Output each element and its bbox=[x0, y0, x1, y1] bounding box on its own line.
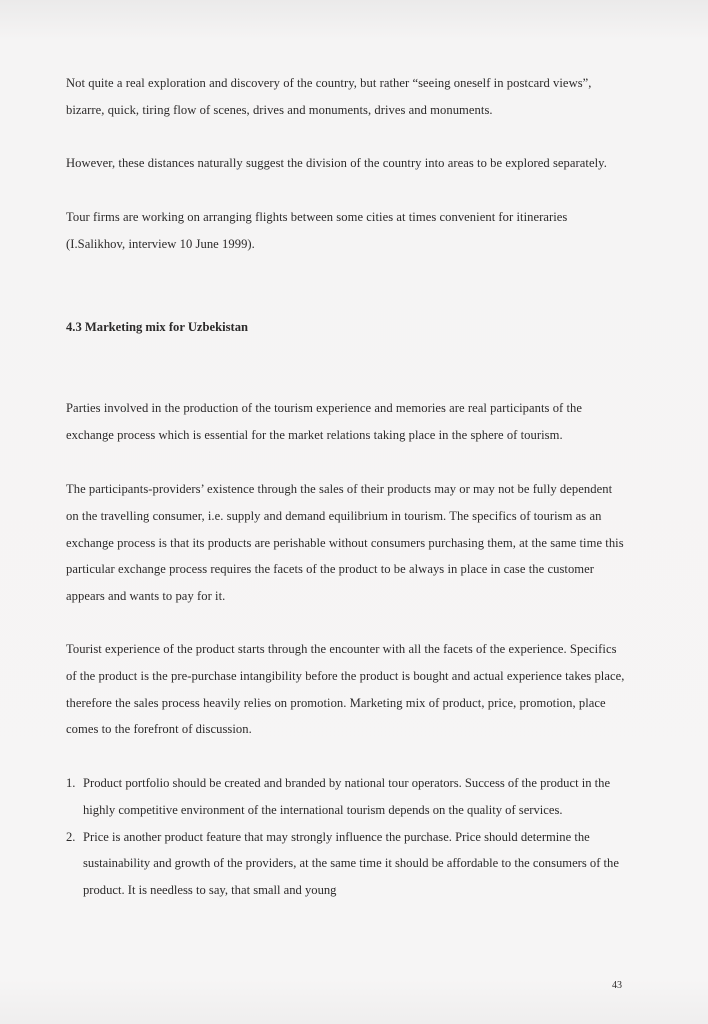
section-heading: 4.3 Marketing mix for Uzbekistan bbox=[66, 320, 249, 334]
paragraph-tour-firms: Tour firms are working on arranging flights between some cities at times convenient for itineraries (I.Salikhov, interview 10 June 1999). bbox=[66, 210, 568, 251]
paragraph-postcard-views: Not quite a real exploration and discovery of the country, but rather “seeing oneself in postcard views”, bizarre, quick, tiring flow of scenes, drives and monuments, drives and monuments. bbox=[66, 76, 592, 117]
page-number: 43 bbox=[612, 980, 622, 991]
list-item-number: 2. bbox=[66, 829, 76, 844]
paragraph-distances: However, these distances naturally suggest the division of the country into areas to be explored separately. bbox=[66, 156, 607, 170]
list-item bbox=[66, 770, 626, 824]
list-item-number: 1. bbox=[66, 776, 76, 790]
list-item-text: Product portfolio should be created and branded by national tour operators. Success of the product in the highly competitive environment of the international tourism depends on the quality of services. bbox=[83, 776, 611, 817]
list-item bbox=[66, 824, 626, 904]
paragraph-participants-providers: The participants-providers’ existence through the sales of their products may or may not be fully dependent on the travelling consumer, i.e. supply and demand equilibrium in tourism. The specifics of tourism as an exchange process is that its products are perishable without consumers purchasing them, at the same time this particular exchange process requires the facets of the product to be always in place in case the customer appears and wants to pay for it. bbox=[66, 482, 624, 604]
paragraph-parties-involved: Parties involved in the production of the tourism experience and memories are real participants of the exchange process which is essential for the market relations taking place in the sphere of tourism. bbox=[66, 401, 583, 442]
marketing-mix-list bbox=[66, 770, 626, 904]
paragraph-tourist-experience: Tourist experience of the product starts through the encounter with all the facets of the experience. Specifics of the product is the pre-purchase intangibility before the product is bought and actual experience takes place, therefore the sales process heavily relies on promotion. Marketing mix of product, price, promotion, place comes to the forefront of discussion. bbox=[66, 642, 625, 737]
list-item-text: Price is another product feature that may strongly influence the purchase. Price should determine the sustainability and growth of the providers, at the same time it should be affordable to the consumers of the product. It is needless to say, that small and young bbox=[83, 829, 619, 898]
